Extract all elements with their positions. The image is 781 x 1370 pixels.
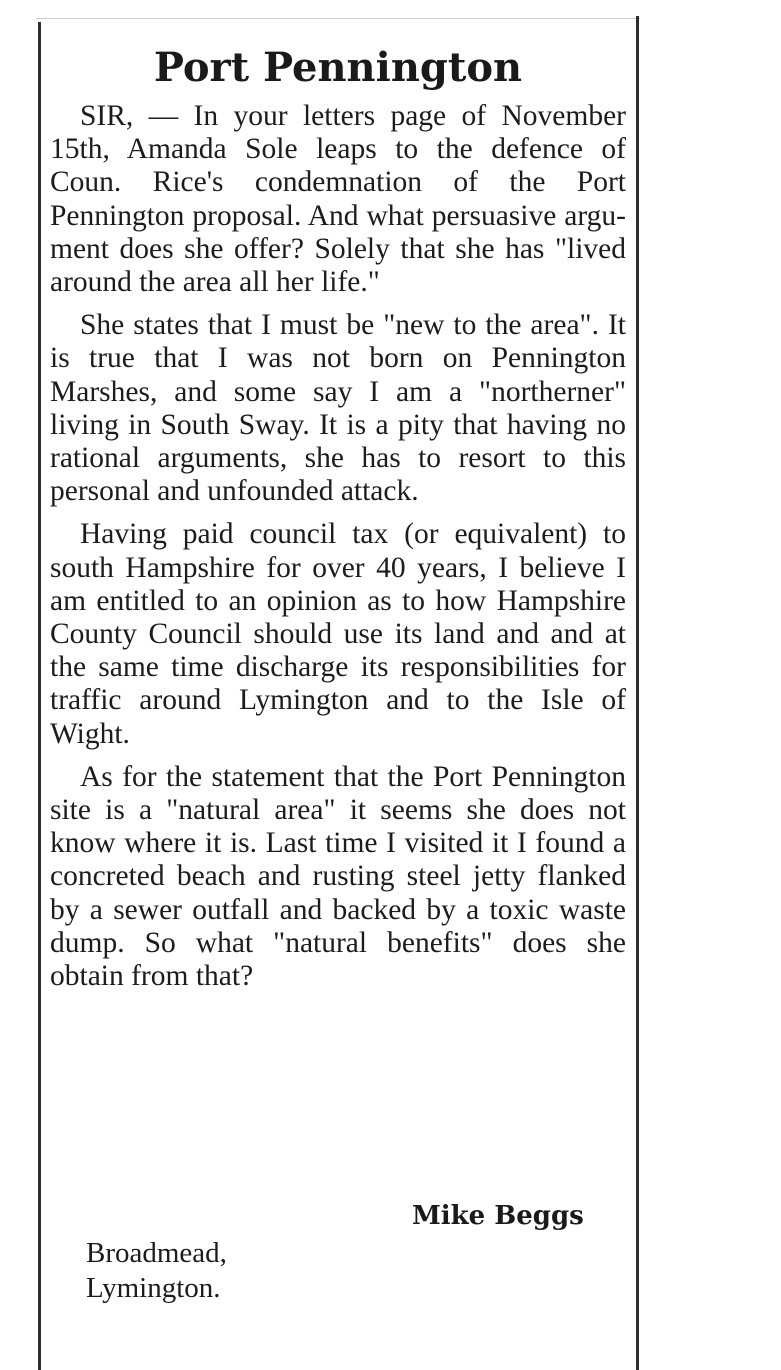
column-right-rule xyxy=(636,16,639,1370)
letter-address xyxy=(86,1236,227,1306)
letter-paragraph-1: SIR, — In your letters page of November 15th, Amanda Sole leaps to the defence of Coun. Rice's condemnation of the Port Pennington proposal. And what persuasive argument does she offer? Solely that she has "lived around the area all her life." xyxy=(50,100,626,299)
letter-body xyxy=(50,100,626,1003)
address-line-1: Broadmead, xyxy=(86,1237,227,1269)
letter-paragraph-2: She states that I must be "new to the area". It is true that I was not born on Pennington Marshes, and some say I am a "northerner" living in South Sway. It is a pity that having no rational arguments, she has to resort to this personal and unfounded attack. xyxy=(50,309,626,508)
column-top-rule xyxy=(36,18,640,19)
column-left-rule xyxy=(38,22,41,1370)
letter-headline: Port Pennington xyxy=(153,44,523,91)
address-line-2: Lymington. xyxy=(86,1272,221,1304)
letter-signature: Mike Beggs xyxy=(412,1201,584,1231)
letter-paragraph-4: As for the statement that the Port Pennington site is a "natural area" it seems she does not know where it is. Last time I visited it I found a concreted beach and rusting steel jetty flanked by a sewer outfall and backed by a toxic waste dump. So what "natural benefits" does she obtain from that? xyxy=(50,760,626,993)
letter-paragraph-3: Having paid council tax (or equivalent) to south Hampshire for over 40 years, I believe I am entitled to an opinion as to how Hampshire County Council should use its land and and at the same time discharge its responsibilities for traffic around Lymington and to the Isle of Wight. xyxy=(50,518,626,750)
